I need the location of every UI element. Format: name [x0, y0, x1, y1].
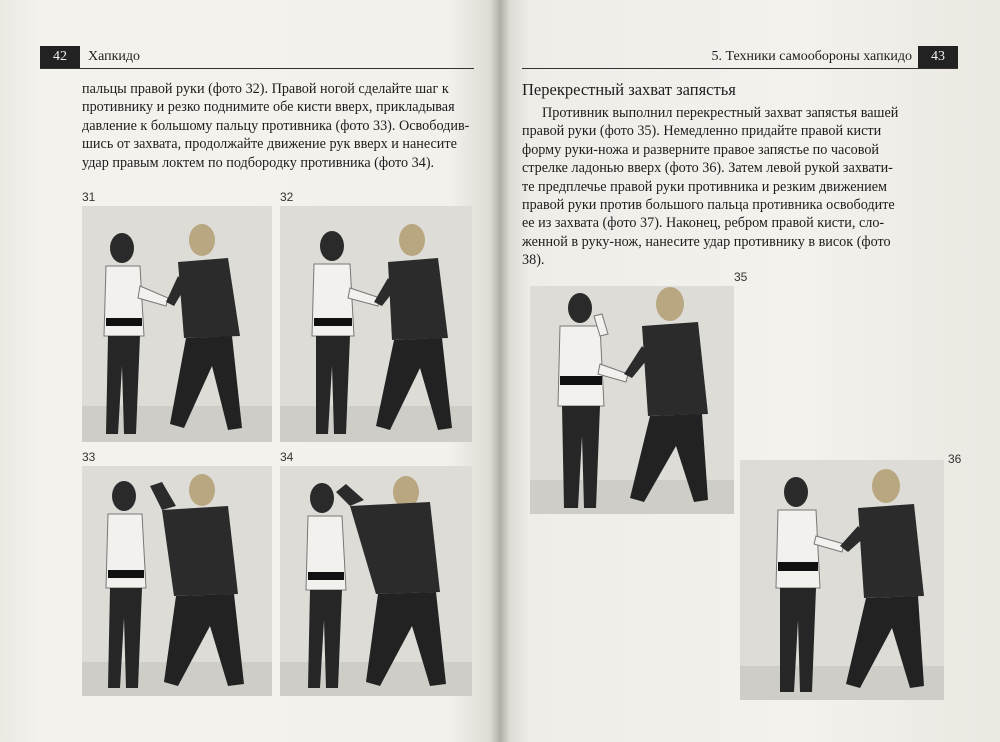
text-line: женной в руку-нож, нанесите удар противнику в висок (фото — [522, 233, 891, 250]
photo-label-36: 36 — [948, 452, 962, 466]
text-line: 38). — [522, 252, 545, 269]
photo-label-32: 32 — [280, 190, 294, 204]
page-number-left: 42 — [40, 46, 80, 68]
photo-36 — [740, 460, 944, 700]
photo-label-35: 35 — [734, 270, 748, 284]
text-line: те предплечье правой руки противника и резким движением — [522, 178, 887, 195]
photo-33 — [82, 466, 272, 696]
text-line: форму руки-ножа и разверните правое запястье по часовой — [522, 141, 880, 158]
running-head-title-left: Хапкидо — [88, 49, 141, 64]
photo-label-34: 34 — [280, 450, 294, 464]
right-running-head — [522, 46, 958, 69]
text-line: ее из захвата (фото 37). Наконец, ребром правой кисти, сло- — [522, 215, 885, 232]
photo-32 — [280, 206, 472, 442]
text-line: Противник выполнил перекрестный захват запястья вашей — [542, 105, 899, 121]
text-line: стрелке ладонью вверх (фото 36). Затем левой рукой захвати- — [522, 160, 893, 177]
photo-35 — [530, 286, 734, 514]
photo-label-31: 31 — [82, 190, 96, 204]
text-line: правой руки против большого пальца противника освободите — [522, 197, 895, 214]
page-number-right: 43 — [918, 46, 958, 68]
text-line: правой руки (фото 35). Немедленно придайте правой кисти — [522, 123, 882, 140]
text-line: противнику и резко поднимите обе кисти вверх, прикладывая — [82, 99, 455, 116]
text-line: пальцы правой руки (фото 32). Правой ногой сделайте шаг к — [82, 81, 449, 97]
photo-34 — [280, 466, 472, 696]
right-page — [500, 0, 1000, 742]
left-body-text — [82, 80, 474, 172]
text-line: удар правым локтем по подбородку противника (фото 34). — [82, 154, 435, 171]
left-running-head — [40, 46, 474, 69]
running-head-title-right: 5. Техники самообороны хапкидо — [711, 49, 912, 64]
text-line: шись от захвата, продолжайте движение рук вверх и нанесите — [82, 136, 457, 153]
book-gutter — [490, 0, 510, 742]
section-title: Перекрестный захват запястья — [522, 80, 736, 99]
right-body-text — [522, 104, 914, 270]
photo-label-33: 33 — [82, 450, 96, 464]
photo-31 — [82, 206, 272, 442]
text-line: давление к большому пальцу противника (фото 33). Освободив- — [82, 117, 470, 134]
